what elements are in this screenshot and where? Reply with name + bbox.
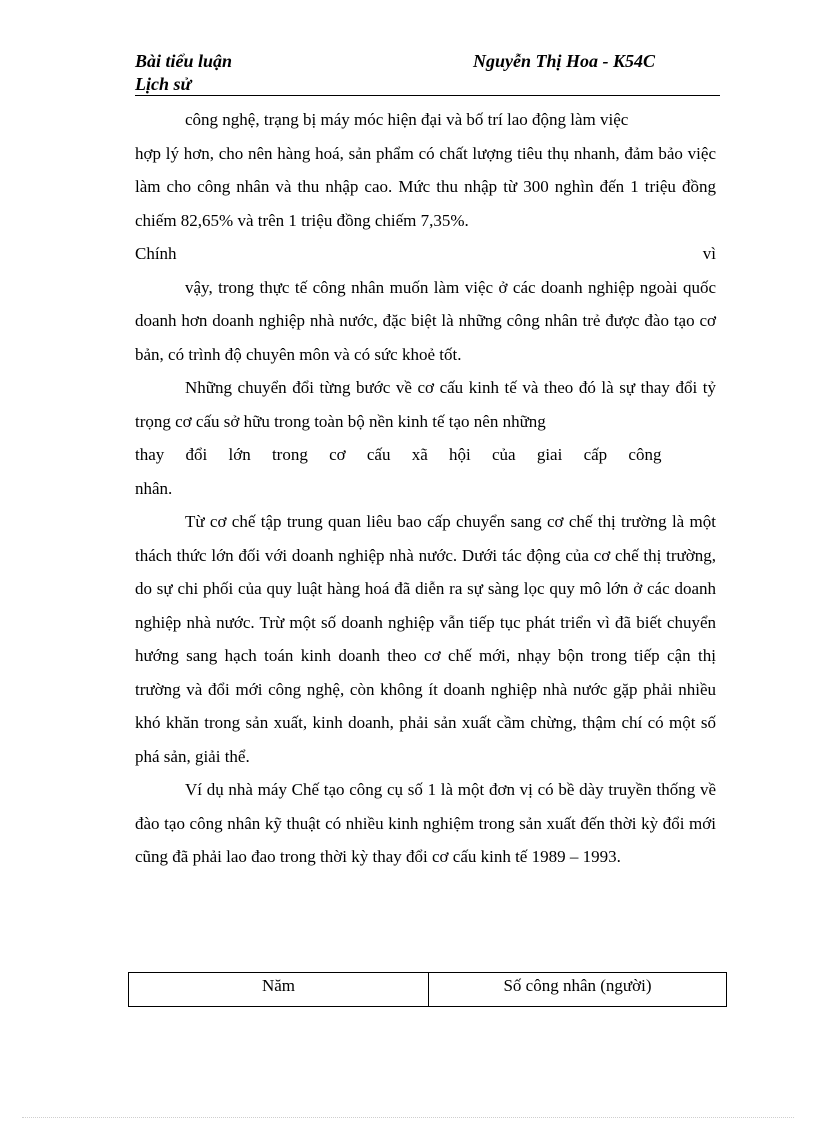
paragraph-3-last: thay đổi lớn trong cơ cấu xã hội của giai cấp công nhân. <box>135 445 662 498</box>
paragraph-1-last-left: Chính <box>135 244 177 263</box>
header-row-1 <box>135 50 720 73</box>
table-header-workers: Số công nhân (người) <box>503 976 652 995</box>
header-row-2 <box>135 73 720 96</box>
paragraph-1-line-1: công nghệ, trạng bị máy móc hiện đại và bố trí lao động làm việc <box>185 110 629 129</box>
header-divider <box>135 95 720 96</box>
paragraph-4: Từ cơ chế tập trung quan liêu bao cấp chuyển sang cơ chế thị trường là một thách thức lớn đối với doanh nghiệp nhà nước. Dưới tác động của cơ chế thị trường, do sự chi phối của quy luật hàng hoá đã diễn ra sự sàng lọc quy mô lớn ở các doanh nghiệp nhà nước. Trừ một số doanh nghiệp vẫn tiếp tục phát triển vì đã biết chuyển hướng sang hạch toán kinh doanh theo cơ chế mới, nhạy bộn trong tiếp cận thị trường và đổi mới công nghệ, còn không ít doanh nghiệp nhà nước gặp phải nhiều khó khăn trong sản xuất, kinh doanh, phải sản xuất cầm chừng, thậm chí có một số phá sản, giải thể. <box>135 512 716 766</box>
paragraph-3-last-line <box>135 438 716 505</box>
paragraph-1 <box>135 103 716 237</box>
paragraph-3 <box>135 371 716 438</box>
page-header <box>135 50 720 96</box>
paragraph-1-text: hợp lý hơn, cho nên hàng hoá, sản phẩm có chất lượng tiêu thụ nhanh, đảm bảo việc làm cho công nhân và thu nhập cao. Mức thu nhập từ 300 nghìn đến 1 triệu đồng chiếm 82,65% và trên 1 triệu đồng chiếm 7,35%. <box>135 143 716 230</box>
header-title: Bài tiểu luận <box>135 51 233 71</box>
header-author: Nguyễn Thị Hoa - K54C <box>473 51 656 71</box>
document-body <box>135 103 716 874</box>
paragraph-3-text: Những chuyển đổi từng bước về cơ cấu kinh tế và theo đó là sự thay đổi tỷ trọng cơ cấu sở hữu trong toàn bộ nền kinh tế tạo nên những <box>135 378 716 431</box>
paragraph-1-last-right: vì <box>702 244 716 263</box>
data-table <box>128 972 727 1007</box>
paragraph-2: vậy, trong thực tế công nhân muốn làm việc ở các doanh nghiệp ngoài quốc doanh hơn doanh nghiệp nhà nước, đặc biệt là những công nhân trẻ được đào tạo cơ bản, có trình độ chuyên môn và có sức khoẻ tốt. <box>135 277 716 364</box>
header-subject: Lịch sử <box>135 74 192 94</box>
page-bottom-border <box>22 1117 794 1118</box>
paragraph-5: Ví dụ nhà máy Chế tạo công cụ số 1 là một đơn vị có bề dày truyền thống về đào tạo công nhân kỹ thuật có nhiều kinh nghiệm trong sản xuất đến thời kỳ đổi mới cũng đã phải lao đao trong thời kỳ thay đổi cơ cấu kinh tế 1989 – 1993. <box>135 780 716 866</box>
paragraph-1-last-line <box>135 237 716 271</box>
table-header-year: Năm <box>129 973 429 1006</box>
